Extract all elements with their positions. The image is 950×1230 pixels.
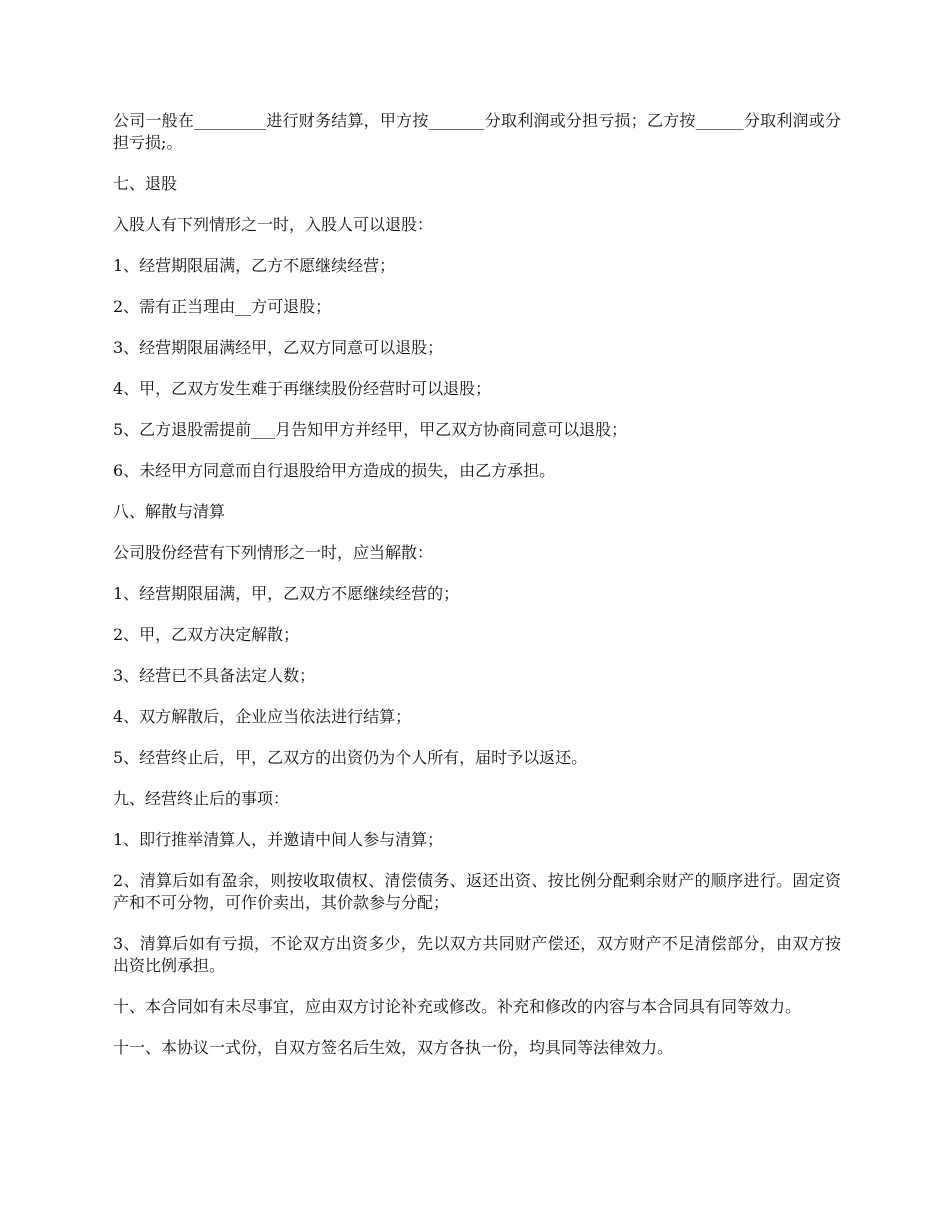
withdrawal-intro: 入股人有下列情形之一时，入股人可以退股： — [113, 215, 434, 234]
withdrawal-item-2: 2、需有正当理由__方可退股； — [113, 297, 332, 316]
section-heading-withdrawal: 七、退股 — [113, 174, 178, 193]
withdrawal-item-1: 1、经营期限届满，乙方不愿继续经营； — [113, 256, 396, 275]
withdrawal-item-4: 4、甲，乙双方发生难于再继续股份经营时可以退股； — [113, 379, 492, 398]
dissolution-item-1: 1、经营期限届满，甲，乙双方不愿继续经营的； — [113, 584, 460, 603]
withdrawal-item-5: 5、乙方退股需提前___月告知甲方并经甲，甲乙双方协商同意可以退股； — [113, 420, 628, 439]
termination-item-3: 3、清算后如有亏损，不论双方出资多少，先以双方共同财产偿还，双方财产不足清偿部分，由双方按出资比例承担。 — [113, 934, 841, 975]
clause-ten: 十、本合同如有未尽事宜，应由双方讨论补充或修改。补充和修改的内容与本合同具有同等效力。 — [113, 997, 802, 1016]
section-heading-termination: 九、经营终止后的事项： — [113, 789, 290, 808]
dissolution-item-5: 5、经营终止后，甲，乙双方的出资仍为个人所有，届时予以返还。 — [113, 748, 588, 767]
clause-eleven: 十一、本协议一式份，自双方签名后生效，双方各执一份，均具同等法律效力。 — [113, 1038, 674, 1057]
dissolution-item-3: 3、经营已不具备法定人数； — [113, 666, 316, 685]
section-heading-dissolution: 八、解散与清算 — [113, 502, 226, 521]
settlement-paragraph: 公司一般在_________进行财务结算，甲方按_______分取利润或分担亏损；乙方按______分取利润或分担亏损;。 — [113, 111, 841, 152]
dissolution-item-4: 4、双方解散后，企业应当依法进行结算； — [113, 707, 412, 726]
termination-item-2: 2、清算后如有盈余，则按收取债权、清偿债务、返还出资、按比例分配剩余财产的顺序进行。固定资产和不可分物，可作价卖出，其价款参与分配； — [113, 871, 841, 912]
dissolution-item-2: 2、甲，乙双方决定解散； — [113, 625, 300, 644]
withdrawal-item-3: 3、经营期限届满经甲，乙双方同意可以退股； — [113, 338, 444, 357]
document-body — [113, 110, 841, 1059]
withdrawal-item-6: 6、未经甲方同意而自行退股给甲方造成的损失，由乙方承担。 — [113, 461, 556, 480]
termination-item-1: 1、即行推举清算人，并邀请中间人参与清算； — [113, 830, 444, 849]
dissolution-intro: 公司股份经营有下列情形之一时，应当解散： — [113, 543, 434, 562]
